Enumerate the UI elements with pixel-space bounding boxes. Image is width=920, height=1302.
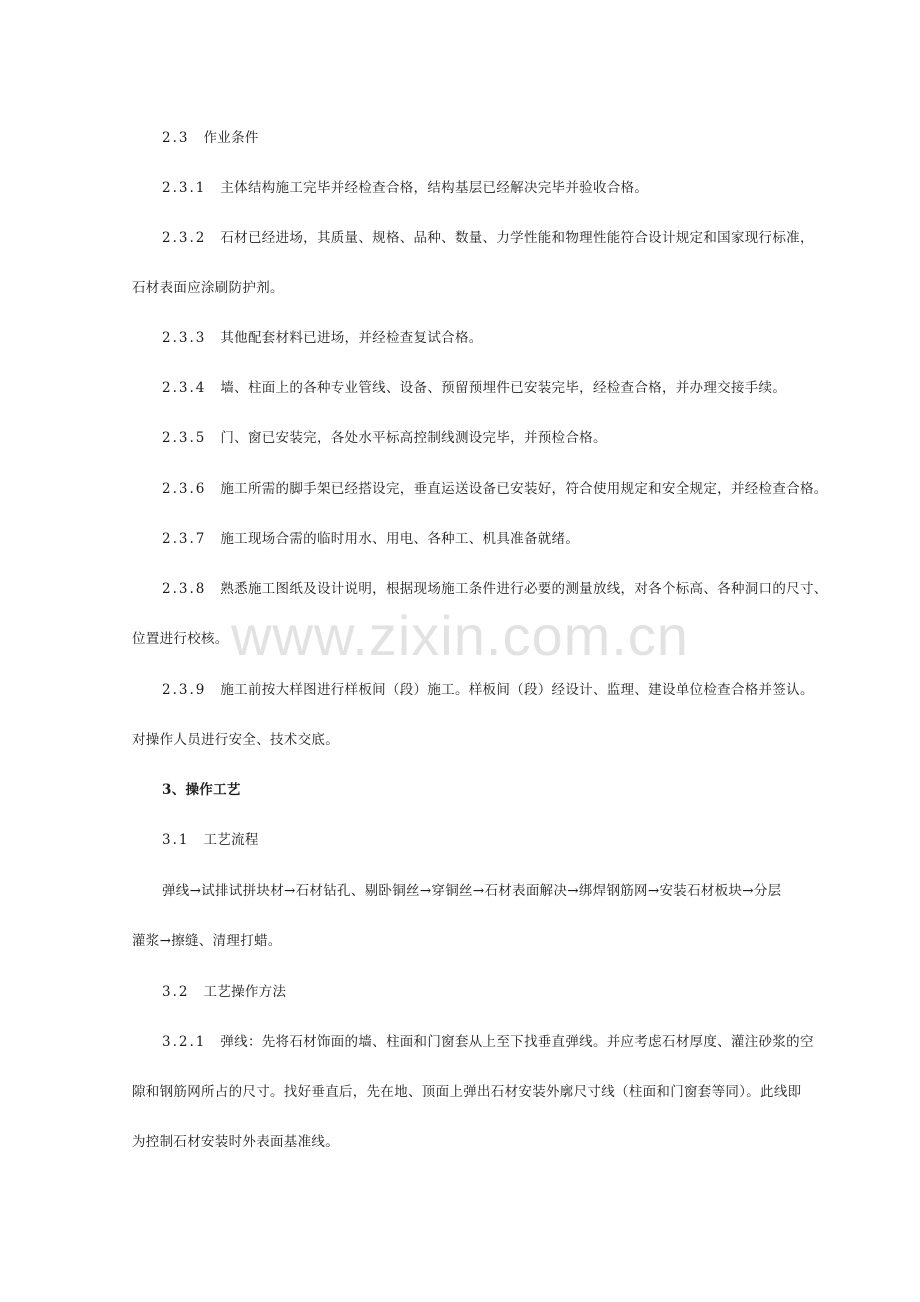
clause-3-2-1-continued-2 [0,1133,920,1151]
clause-2-3-2 [0,229,920,247]
clause-text: 隙和钢筋网所占的尺寸。找好垂直后，先在地、顶面上弹出石材安装外廓尺寸线（柱面和门窗套等同）。此线即 [132,1084,802,1100]
clause-2-3-9 [0,681,920,699]
clause-2-3-3 [0,329,920,347]
clause-number: 2.3.1 [162,180,207,196]
clause-2-3-4 [0,379,920,397]
clause-number: 3.2 [162,984,190,1000]
clause-text: 主体结构施工完毕并经检查合格，结构基层已经解决完毕并验收合格。 [220,180,649,196]
clause-text: 施工前按大样图进行样板间（段）施工。样板间（段）经设计、监理、建设单位检查合格并签认。 [220,682,814,698]
section-heading-3 [0,781,920,799]
clause-2-3-8-continued [0,630,920,648]
clause-text: 熟悉施工图纸及设计说明，根据现场施工条件进行必要的测量放线，对各个标高、各种洞口的尺寸、 [220,581,828,597]
clause-text: 石材表面应涂刷防护剂。 [132,280,284,296]
clause-text: 其他配套材料已进场，并经检查复试合格。 [220,330,483,346]
clause-text: 弹线→试排试拼块材→石材钻孔、剔卧铜丝→穿铜丝→石材表面解决→绑焊钢筋网→安装石材板块→分层 [162,883,782,899]
clause-text: 灌浆→擦缝、清理打蜡。 [132,933,282,949]
process-flow-line [0,882,920,900]
clause-number: 2.3.4 [162,380,207,396]
clause-text: 施工所需的脚手架已经搭设完，垂直运送设备已安装好，符合使用规定和安全规定，并经检查合格。 [220,481,828,497]
clause-number: 2.3.2 [162,230,207,246]
clause-2-3-7 [0,530,920,548]
clause-text: 墙、柱面上的各种专业管线、设备、预留预埋件已安装完毕，经检查合格，并办理交接手续。 [220,380,787,396]
clause-2-3-6 [0,480,920,498]
clause-3-2-1 [0,1033,920,1051]
clause-number: 3.1 [162,832,190,848]
section-heading-3-2 [0,983,920,1001]
clause-number: 2.3 [162,130,190,146]
process-flow-continued [0,932,920,950]
clause-text: 门、窗已安装完，各处水平标高控制线测设完毕，并预检合格。 [220,430,607,446]
clause-number: 2.3.9 [162,682,207,698]
clause-text: 对操作人员进行安全、技术交底。 [132,732,339,748]
section-heading-2-3 [0,129,920,147]
clause-number: 3.2.1 [162,1034,207,1050]
clause-text: 施工现场合需的临时用水、用电、各种工、机具准备就绪。 [220,531,580,547]
clause-text: 工艺流程 [203,832,259,848]
clause-2-3-2-continued [0,279,920,297]
clause-text: 石材已经进场，其质量、规格、品种、数量、力学性能和物理性能符合设计规定和国家现行标准， [220,230,814,246]
clause-2-3-1 [0,179,920,197]
clause-text: 为控制石材安装时外表面基准线。 [132,1134,339,1150]
clause-2-3-9-continued [0,731,920,749]
clause-text: 作业条件 [203,130,259,146]
clause-number: 2.3.7 [162,531,207,547]
clause-2-3-5 [0,429,920,447]
clause-number: 2.3.5 [162,430,207,446]
clause-text: 工艺操作方法 [203,984,287,1000]
clause-number: 2.3.8 [162,581,207,597]
section-heading-3-1 [0,831,920,849]
clause-number: 2.3.6 [162,481,207,497]
clause-text: 弹线：先将石材饰面的墙、柱面和门窗套从上至下找垂直弹线。并应考虑石材厚度、灌注砂浆的空 [220,1034,814,1050]
section-title: 3、操作工艺 [162,782,241,798]
watermark: www.zixin.com.cn [231,604,689,667]
clause-text: 位置进行校核。 [132,631,229,647]
clause-2-3-8 [0,580,920,598]
clause-3-2-1-continued [0,1083,920,1101]
clause-number: 2.3.3 [162,330,207,346]
